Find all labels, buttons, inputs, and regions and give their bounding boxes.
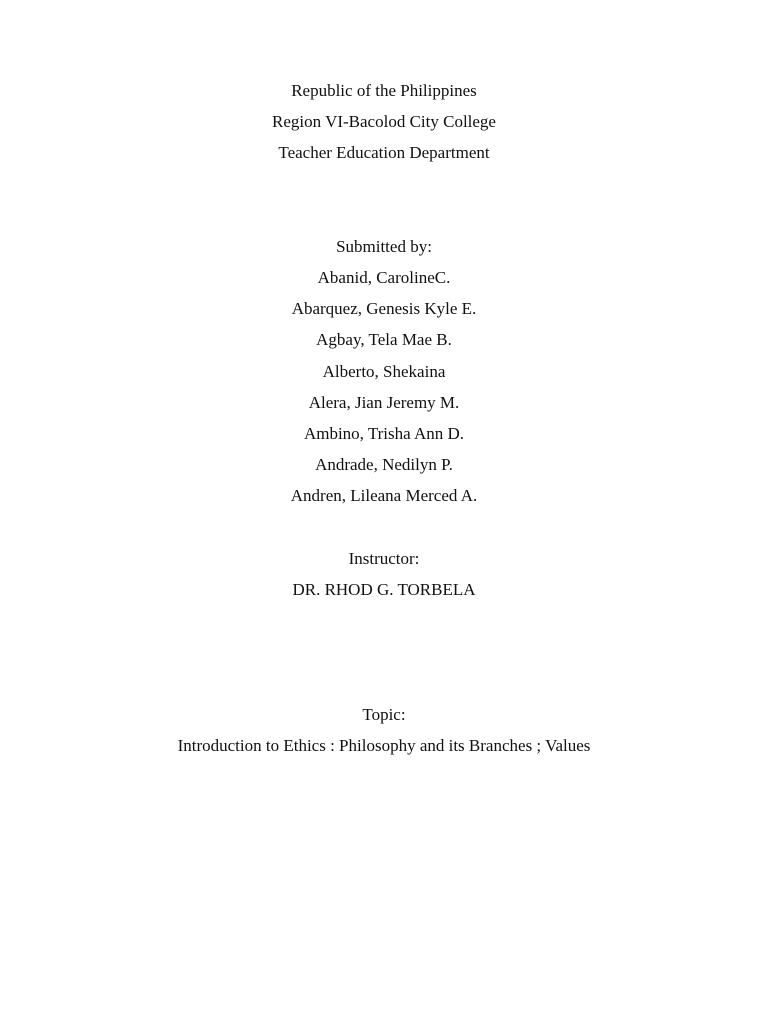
list-item-member: Andren, Lileana Merced A.	[290, 486, 478, 506]
members-list	[0, 266, 768, 516]
list-item-member: Abarquez, Genesis Kyle E.	[291, 299, 477, 319]
list-item-member: Alera, Jian Jeremy M.	[308, 392, 460, 412]
topic-label: Topic:	[362, 705, 406, 724]
topic-text: Introduction to Ethics : Philosophy and its Branches ; Values	[177, 736, 591, 755]
submitted-by-label: Submitted by:	[336, 237, 432, 256]
header-department: Teacher Education Department	[278, 143, 490, 162]
list-item-member: Ambino, Trisha Ann D.	[303, 423, 465, 443]
list-item-member: Andrade, Nedilyn P.	[315, 455, 453, 475]
list-item-member: Agbay, Tela Mae B.	[316, 330, 452, 350]
instructor-name: DR. RHOD G. TORBELA	[292, 580, 476, 599]
header-region-college: Region VI-Bacolod City College	[272, 112, 496, 131]
instructor-label: Instructor:	[348, 549, 420, 568]
list-item-member: Abanid, CarolineC.	[317, 268, 451, 287]
list-item-member: Alberto, Shekaina	[322, 361, 446, 381]
header-republic: Republic of the Philippines	[291, 81, 477, 100]
